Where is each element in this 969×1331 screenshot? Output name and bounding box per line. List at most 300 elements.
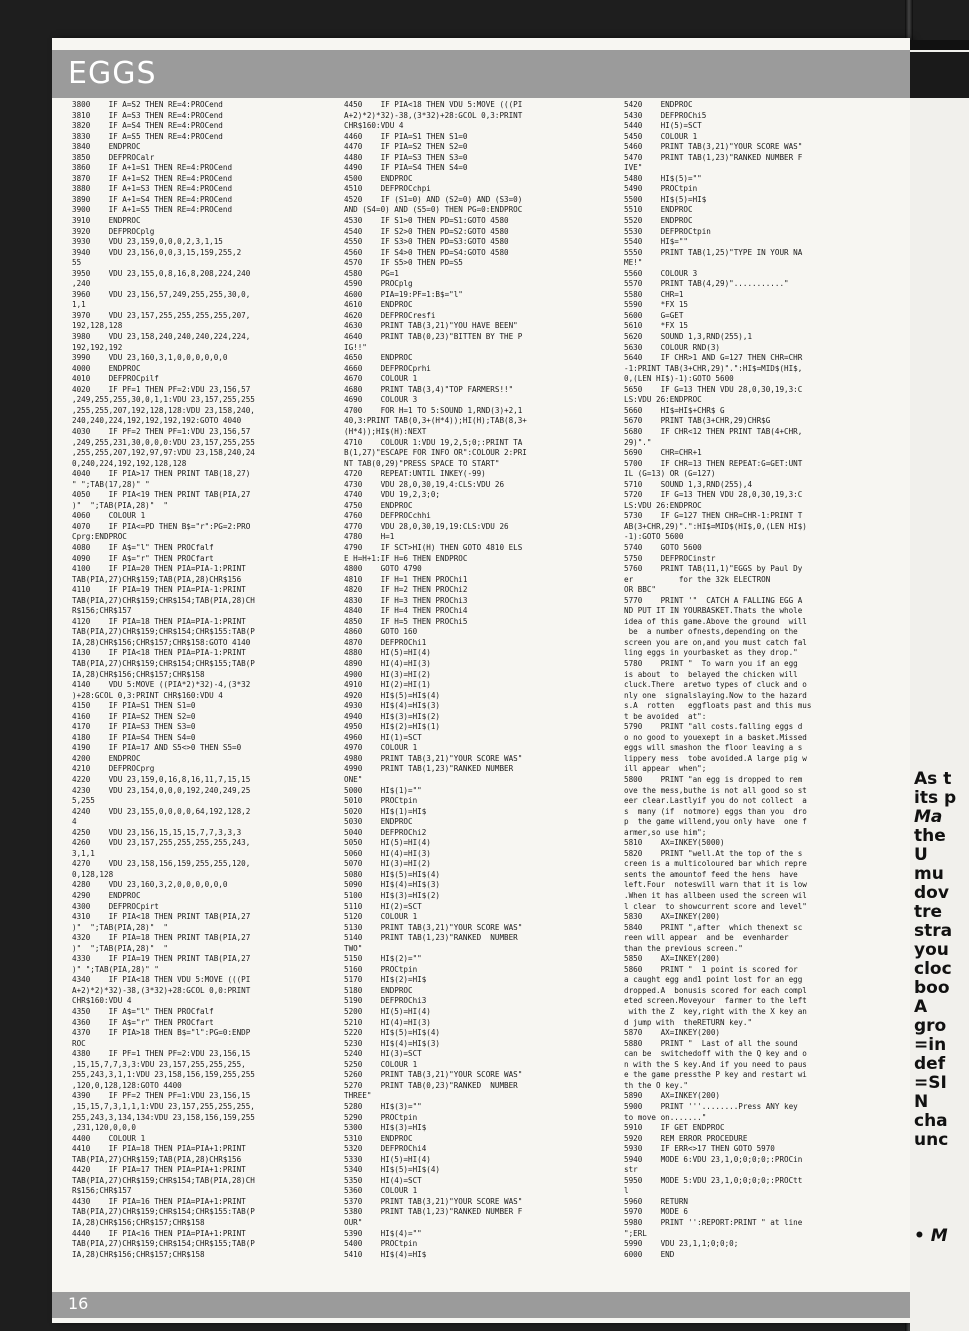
code-line: 4310 IF PIA<18 THEN PRINT TAB(PIA,27: [72, 912, 251, 922]
code-line: 5090 HI$(4)=HI$(3): [344, 880, 441, 890]
code-line: 4520 IF (S1=0) AND (S2=0) AND (S3=0): [344, 194, 523, 204]
code-line: eer clear.Lastlyif you do not collect a: [624, 796, 807, 806]
code-line: 5650 IF G=13 THEN VDU 28,0,30,19,3:C: [624, 384, 803, 394]
code-line: 5320 DEFPROChi4: [344, 1144, 427, 1154]
code-line: than the previous screen.": [624, 943, 743, 953]
code-line: 5660 HI$=HI$+CHR$ G: [624, 405, 725, 415]
adjacent-text-line: U: [914, 845, 928, 865]
code-line: 3920 DEFPROCplg: [72, 226, 155, 236]
code-line: 4780 H=1: [344, 532, 395, 542]
code-line: lippery mess tobe avoided.A large pig w: [624, 753, 807, 763]
code-line: 4280 VDU 23,160,3,2,0,0,0,0,0,0: [72, 880, 228, 890]
code-line: 5460 PRINT TAB(3,21)"YOUR SCORE WAS": [624, 142, 803, 152]
code-line: 5720 IF G=13 THEN VDU 28,0,30,19,3:C: [624, 490, 803, 500]
code-line: 4770 VDU 28,0,30,19,19:CLS:VDU 26: [344, 521, 509, 531]
code-line: 5530 DEFPROCtpin: [624, 226, 711, 236]
code-line: 4530 IF S1>0 THEN PD=S1:GOTO 4580: [344, 216, 509, 226]
code-line: 4060 COLOUR 1: [72, 511, 146, 521]
code-line: 4120 IF PIA=18 THEN PIA=PIA-1:PRINT: [72, 616, 246, 626]
code-line: 4470 IF PIA=S2 THEN S2=0: [344, 142, 468, 152]
code-line: 4630 PRINT TAB(3,21)"YOU HAVE BEEN": [344, 321, 518, 331]
code-line: 4640 PRINT TAB(0,23)"BITTEN BY THE P: [344, 332, 523, 342]
code-line: 4110 IF PIA=19 THEN PIA=PIA-1:PRINT: [72, 585, 246, 595]
code-line: )" ";TAB(PIA,28)" ": [72, 922, 169, 932]
code-line: 5040 DEFPROChi2: [344, 827, 427, 837]
code-line: 4810 IF H=1 THEN PROChi1: [344, 574, 468, 584]
code-line: 4450 IF PIA<18 THEN VDU 5:MOVE (((PI: [344, 100, 523, 109]
code-line: 5950 MODE 5:VDU 23,1,0;0;0;0;:PROCtt: [624, 1175, 803, 1185]
code-line: 5480 HI$(5)="": [624, 173, 702, 183]
code-line: 4140 VDU 5:MOVE ((PIA*2)*32)-4,(3*32: [72, 680, 251, 690]
code-line: 5570 PRINT TAB(4,29)"...........": [624, 279, 789, 289]
code-line: ";ERL: [624, 1228, 647, 1238]
code-line: 5900 PRINT '''........Press ANY key: [624, 1101, 798, 1111]
code-line: 3800 IF A=S2 THEN RE=4:PROCend: [72, 100, 223, 109]
code-line: ,249,255,255,30,0,1,1:VDU 23,157,255,255: [72, 395, 255, 405]
code-line: -1:PRINT TAB(3+CHR,29)".":HI$=MID$(HI$,: [624, 363, 803, 373]
code-line: TAB(PIA,27)CHR$159;CHR$154;CHR$155;TAB(P: [72, 658, 255, 668]
code-line: 5680 IF CHR<12 THEN PRINT TAB(4+CHR,: [624, 426, 803, 436]
code-line: 4390 IF PF=2 THEN PF=1:VDU 23,156,15: [72, 1091, 251, 1101]
code-line: 3950 VDU 23,155,0,8,16,8,208,224,240: [72, 268, 251, 278]
code-line: 240,240,224,192,192,192,192:GOTO 4040: [72, 416, 242, 426]
code-line: 4540 IF S2>0 THEN PD=S2:GOTO 4580: [344, 226, 509, 236]
adjacent-text-line: tre: [914, 902, 943, 922]
code-line: is about to belayed the chicken will: [624, 669, 798, 679]
code-line: 3810 IF A=S3 THEN RE=4:PROCend: [72, 110, 223, 120]
code-line: 4680 PRINT TAB(3,4)"TOP FARMERS!!": [344, 384, 514, 394]
code-line: 5150 HI$(2)="": [344, 954, 422, 964]
code-line: 3990 VDU 23,160,3,1,0,0,0,0,0,0: [72, 353, 228, 363]
code-line: 4600 PIA=19:PF=1:B$="l": [344, 289, 463, 299]
code-line: 5120 COLOUR 1: [344, 912, 418, 922]
code-line: IA,28)CHR$156;CHR$157;CHR$158: [72, 669, 205, 679]
code-line: 4550 IF S3>0 THEN PD=S3:GOTO 4580: [344, 237, 509, 247]
code-line: 5470 PRINT TAB(1,23)"RANKED NUMBER F: [624, 152, 803, 162]
code-line: 4370 IF PIA>18 THEN B$="l":PG=0:ENDP: [72, 1028, 251, 1038]
code-line: NT TAB(0,29)"PRESS SPACE TO START": [344, 458, 500, 468]
code-line: 4300 DEFPROCpirt: [72, 901, 159, 911]
code-line: 3,1,1: [72, 848, 95, 858]
code-line: 4210 DEFPROCprg: [72, 764, 155, 774]
code-line: 29)".": [624, 437, 652, 447]
adjacent-text-line: unc: [914, 1130, 949, 1150]
code-line: 4480 IF PIA=S3 THEN S3=0: [344, 152, 468, 162]
code-line: 0,240,224,192,192,128,128: [72, 458, 187, 468]
code-line: 3870 IF A+1=S2 THEN RE=4:PROCend: [72, 173, 233, 183]
header-bar: [52, 50, 910, 98]
code-line: 4010 DEFPROCpilf: [72, 374, 159, 384]
code-line: 5930 IF ERR<>17 THEN GOTO 5970: [624, 1144, 775, 1154]
code-line: 40,3:PRINT TAB(0,3+(H*4));HI(H);TAB(8,3+: [344, 416, 527, 426]
code-line: TWO": [344, 943, 363, 953]
code-line: 4090 IF A$="r" THEN PROCfart: [72, 553, 214, 563]
code-line: 5990 VDU 23,1,1;0;0;0;: [624, 1239, 739, 1249]
code-line: 5130 PRINT TAB(3,21)"YOUR SCORE WAS": [344, 922, 523, 932]
code-line: IVE": [624, 163, 643, 173]
code-line: 4560 IF S4>0 THEN PD=S4:GOTO 4580: [344, 247, 509, 257]
code-column-3: [624, 100, 896, 1260]
page-title: EGGS: [68, 56, 157, 91]
code-line: 5420 ENDPROC: [624, 100, 693, 109]
code-line: 4420 IF PIA=17 THEN PIA=PIA+1:PRINT: [72, 1165, 246, 1175]
code-line: IA,28)CHR$156;CHR$157;CHR$158: [72, 1249, 205, 1259]
adjacent-text-line: cloc: [914, 959, 952, 979]
code-column-2: [344, 100, 612, 1260]
code-line: 4340 IF PIA<18 THEN VDU 5:MOVE (((PI: [72, 975, 251, 985]
code-line: to move on.......": [624, 1112, 707, 1122]
code-line: cluck.There aretwo types of cluck and o: [624, 680, 807, 690]
adjacent-header-band: [910, 52, 969, 98]
code-line: ME!": [624, 258, 643, 268]
code-line: 5330 HI(5)=HI(4): [344, 1154, 431, 1164]
code-line: 5400 PROCtpin: [344, 1239, 418, 1249]
code-line: TAB(PIA,27)CHR$159;CHR$154;CHR$155:TAB(P: [72, 1207, 255, 1217]
code-line: 5310 ENDPROC: [344, 1133, 413, 1143]
code-line: t be avoided at":: [624, 711, 707, 721]
code-line: 5160 PROCtpin: [344, 964, 418, 974]
code-line: creen is a multicoloured bar which repre: [624, 859, 807, 869]
code-line: 4150 IF PIA=S1 THEN S1=0: [72, 701, 196, 711]
code-line: 4320 IF PIA=18 THEN PRINT TAB(PIA,27: [72, 933, 251, 943]
adjacent-text-line: mu: [914, 864, 944, 884]
code-line: ROC: [72, 1038, 86, 1048]
code-line: screen you are on,and you must catch fal: [624, 637, 807, 647]
adjacent-text-line: dov: [914, 883, 949, 903]
code-line: 5850 AX=INKEY(200): [624, 954, 721, 964]
code-line: 3940 VDU 23,156,0,0,3,15,159,255,2: [72, 247, 242, 257]
code-line: ,231,120,0,0,0: [72, 1123, 137, 1133]
code-line: IA,28)CHR$156;CHR$157;CHR$158:GOTO 4140: [72, 637, 251, 647]
code-line: 5610 *FX 15: [624, 321, 689, 331]
code-line: 5600 G=GET: [624, 310, 684, 320]
code-line: R$156;CHR$157: [72, 1186, 132, 1196]
code-line: e the game pressthe P key and restart wi: [624, 1070, 807, 1080]
code-line: 5780 PRINT " To warn you if an egg: [624, 658, 798, 668]
code-line: can be switchedoff with the Q key and o: [624, 1049, 807, 1059]
code-line: 4850 IF H=5 THEN PROChi5: [344, 616, 468, 626]
magazine-page: [52, 38, 910, 1323]
code-line: nly one signalslaying.Now to the hazard: [624, 690, 807, 700]
code-line: 4840 IF H=4 THEN PROChi4: [344, 606, 468, 616]
code-line: 4510 DEFPROCchpi: [344, 184, 431, 194]
code-line: eggs will smashon the floor leaving a s: [624, 743, 803, 753]
code-line: 5290 PROCtpin: [344, 1112, 418, 1122]
code-line: armer,so use him";: [624, 827, 707, 837]
code-line: 5260 PRINT TAB(3,21)"YOUR SCORE WAS": [344, 1070, 523, 1080]
code-line: 5070 HI(3)=HI(2): [344, 859, 431, 869]
code-line: 4700 FOR H=1 TO 5:SOUND 1,RND(3)+2,1: [344, 405, 523, 415]
code-line: 5010 PROCtpin: [344, 796, 418, 806]
code-line: 4330 IF PIA=19 THEN PRINT TAB(PIA,27: [72, 954, 251, 964]
code-line: 4860 GOTO 160: [344, 627, 418, 637]
code-line: 5820 PRINT "well.At the top of the s: [624, 848, 803, 858]
code-line: THREE": [344, 1091, 372, 1101]
code-line: 4130 IF PIA<18 THEN PIA=PIA-1:PRINT: [72, 648, 246, 658]
code-line: 4660 DEFPROCprhi: [344, 363, 431, 373]
code-line: 5430 DEFPROChi5: [624, 110, 707, 120]
code-line: 4800 GOTO 4790: [344, 564, 422, 574]
code-line: 4200 ENDPROC: [72, 753, 141, 763]
code-line: 5140 PRINT TAB(1,23)"RANKED NUMBER: [344, 933, 518, 943]
page-number: 16: [68, 1294, 89, 1313]
code-line: 5030 ENDPROC: [344, 817, 413, 827]
code-line: " ";TAB(17,28)" ": [72, 479, 150, 489]
adjacent-text-line: the: [914, 826, 946, 846]
code-line: a caught egg and1 point lost for an egg: [624, 975, 803, 985]
code-line: 4440 IF PIA<16 THEN PIA=PIA+1:PRINT: [72, 1228, 246, 1238]
code-line: IG!!": [344, 342, 367, 352]
code-line: 5240 HI(3)=SCT: [344, 1049, 422, 1059]
code-line: LS:VDU 26:ENDPROC: [624, 500, 702, 510]
code-line: s.A rotten eggfloats past and this mus: [624, 701, 812, 711]
code-line: 4040 IF PIA>17 THEN PRINT TAB(18,27): [72, 469, 251, 479]
code-line: Cprg:ENDPROC: [72, 532, 127, 542]
code-line: 5350 HI(4)=SCT: [344, 1175, 422, 1185]
code-line: 3830 IF A=S5 THEN RE=4:PROCend: [72, 131, 223, 141]
code-line: TAB(PIA,27)CHR$159;CHR$154;CHR$155:TAB(P: [72, 627, 255, 637]
code-line: AND (S4=0) AND (S5=0) THEN PG=0:ENDPROC: [344, 205, 523, 215]
code-line: 4930 HI$(4)=HI$(3): [344, 701, 441, 711]
code-line: 4730 VDU 28,0,30,19,4:CLS:VDU 26: [344, 479, 505, 489]
code-line: CHR$160:VDU 4: [344, 121, 404, 131]
adjacent-bullet-text: • M: [914, 1226, 948, 1246]
code-line: ,255,255,207,192,97,97:VDU 23,158,240,24: [72, 448, 255, 458]
code-line: 0,128,128: [72, 869, 114, 879]
code-line: 5700 IF CHR=13 THEN REPEAT:G=GET:UNT: [624, 458, 803, 468]
code-line: 5180 ENDPROC: [344, 985, 413, 995]
code-line: 4240 VDU 23,155,0,0,0,0,64,192,128,2: [72, 806, 251, 816]
code-line: ,240: [72, 279, 91, 289]
code-line: 5750 DEFPROCinstr: [624, 553, 716, 563]
code-line: 5110 HI(2)=SCT: [344, 901, 422, 911]
code-line: be a number ofnests,depending on the: [624, 627, 798, 637]
code-line: ,15,15,7,3,1,1,1:VDU 23,157,255,255,255,: [72, 1101, 255, 1111]
code-line: 5360 COLOUR 1: [344, 1186, 418, 1196]
code-line: th the O key.": [624, 1080, 689, 1090]
code-line: 4790 IF SCT>HI(H) THEN GOTO 4810 ELS: [344, 542, 523, 552]
code-line: (H*4));HI$(H):NEXT: [344, 426, 427, 436]
code-line: 4580 PG=1: [344, 268, 399, 278]
code-line: s many (if notmore) eggs than you dro: [624, 806, 807, 816]
code-line: )" ";TAB(PIA,28)" ": [72, 964, 159, 974]
code-line: AB(3+CHR,29)".":HI$=MID$(HI$,0,(LEN HI$): [624, 521, 807, 531]
code-line: 3890 IF A+1=S4 THEN RE=4:PROCend: [72, 194, 233, 204]
code-line: 4350 IF A$="l" THEN PROCfalf: [72, 1007, 214, 1017]
code-line: TAB(PIA,27)CHR$159;CHR$154;TAB(PIA,28)CH: [72, 1175, 255, 1185]
code-line: 5300 HI$(3)=HI$: [344, 1123, 427, 1133]
code-line: 5220 HI$(5)=HI$(4): [344, 1028, 441, 1038]
code-line: ,249,255,231,30,0,0,0:VDU 23,157,255,255: [72, 437, 255, 447]
code-line: 5860 PRINT " 1 point is scored for: [624, 964, 798, 974]
code-line: 4230 VDU 23,154,0,0,0,192,240,249,25: [72, 785, 251, 795]
code-line: 5190 DEFPROChi3: [344, 996, 427, 1006]
code-line: 4950 HI$(2)=HI$(1): [344, 722, 441, 732]
code-line: 3910 ENDPROC: [72, 216, 141, 226]
code-line: .When it has allbeen used the screen wil: [624, 891, 807, 901]
code-line: 5830 AX=INKEY(200): [624, 912, 721, 922]
code-line: 4740 VDU 19,2,3;0;: [344, 490, 441, 500]
code-line: 4220 VDU 23,159,0,16,8,16,11,7,15,15: [72, 775, 251, 784]
code-line: 4400 COLOUR 1: [72, 1133, 146, 1143]
code-line: B(1,27)"ESCAPE FOR INFO OR":COLOUR 2:PRI: [344, 448, 527, 458]
code-line: 4920 HI$(5)=HI$(4): [344, 690, 441, 700]
code-line: str: [624, 1165, 638, 1175]
code-line: 4290 ENDPROC: [72, 891, 141, 901]
code-line: ling eggs in yourbasket as they drop.": [624, 648, 798, 658]
code-line: OUR": [344, 1217, 363, 1227]
code-line: 5390 HI$(4)="": [344, 1228, 422, 1238]
code-line: 4430 IF PIA=16 THEN PIA=PIA+1:PRINT: [72, 1196, 246, 1206]
code-line: 255,243,3,1,1:VDU 23,158,156,159,255,255: [72, 1070, 255, 1080]
code-line: 5890 AX=INKEY(200): [624, 1091, 721, 1101]
code-line: 5630 COLOUR RND(3): [624, 342, 721, 352]
adjacent-top-strip: [910, 40, 969, 50]
code-line: 1,1: [72, 300, 86, 310]
code-line: 5280 HI$(3)="": [344, 1101, 422, 1111]
code-line: 4610 ENDPROC: [344, 300, 413, 310]
code-line: 4980 PRINT TAB(3,21)"YOUR SCORE WAS": [344, 753, 523, 763]
code-line: reen will appear and be evenharder: [624, 933, 789, 943]
code-line: ND PUT IT IN YOURBASKET.Thats the whole: [624, 606, 803, 616]
code-line: 4650 ENDPROC: [344, 353, 413, 363]
code-line: 5050 HI(5)=HI(4): [344, 838, 431, 848]
code-line: 3970 VDU 23,157,255,255,255,255,207,: [72, 310, 251, 320]
code-line: 4670 COLOUR 1: [344, 374, 418, 384]
adjacent-text-line: stra: [914, 921, 953, 941]
code-line: 4570 IF S5>0 THEN PD=S5: [344, 258, 463, 268]
adjacent-text-line: =SI: [914, 1073, 947, 1093]
code-line: 5730 IF G=127 THEN CHR=CHR-1:PRINT T: [624, 511, 803, 521]
adjacent-page-fragment: [910, 40, 969, 1331]
code-line: 4880 HI(5)=HI(4): [344, 648, 431, 658]
code-line: ,120,0,128,128:GOTO 4400: [72, 1080, 182, 1090]
adjacent-text-line: As t: [914, 769, 952, 789]
code-line: 5100 HI$(3)=HI$(2): [344, 891, 441, 901]
code-line: 55: [72, 258, 82, 268]
code-line: 4590 PROCplg: [344, 279, 413, 289]
code-line: 4900 HI(3)=HI(2): [344, 669, 431, 679]
code-line: 4960 HI(1)=SCT: [344, 732, 422, 742]
code-line: 5920 REM ERROR PROCEDURE: [624, 1133, 748, 1143]
code-line: 4830 IF H=3 THEN PROChi3: [344, 595, 468, 605]
code-line: 4710 COLOUR 1:VDU 19,2,5;0;:PRINT TA: [344, 437, 523, 447]
code-line: 5510 ENDPROC: [624, 205, 693, 215]
code-line: 255,243,3,134,134:VDU 23,158,156,159,255: [72, 1112, 255, 1122]
code-line: 3820 IF A=S4 THEN RE=4:PROCend: [72, 121, 223, 131]
code-column-1: [72, 100, 330, 1260]
code-line: 5250 COLOUR 1: [344, 1059, 418, 1069]
code-line: TAB(PIA,27)CHR$159;CHR$154;TAB(PIA,28)CH: [72, 595, 255, 605]
code-line: 5,255: [72, 796, 95, 806]
code-line: 5060 HI(4)=HI(3): [344, 848, 431, 858]
code-line: A+2)*2)*32)-38,(3*32)+28:GCOL 0,0:PRINT: [72, 985, 251, 995]
code-line: TAB(PIA,27)CHR$159;TAB(PIA,28)CHR$156: [72, 1154, 242, 1164]
code-line: 5690 CHR=CHR+1: [624, 448, 702, 458]
code-line: LS:VDU 26:ENDPROC: [624, 395, 702, 405]
code-line: n with the S key.And if you need to paus: [624, 1059, 807, 1069]
code-line: OR BBC": [624, 585, 657, 595]
code-line: o no good to youexept in a basket.Missed: [624, 732, 807, 742]
code-line: 5270 PRINT TAB(0,23)"RANKED NUMBER: [344, 1080, 518, 1090]
code-line: 4490 IF PIA=S4 THEN S4=0: [344, 163, 468, 173]
code-line: 4250 VDU 23,156,15,15,15,7,7,3,3,3: [72, 827, 242, 837]
code-line: 5540 HI$="": [624, 237, 689, 247]
code-line: 5670 PRINT TAB(3+CHR,29)CHR$G: [624, 416, 771, 426]
code-line: 3860 IF A+1=S1 THEN RE=4:PROCend: [72, 163, 233, 173]
code-line: 4270 VDU 23,158,156,159,255,255,120,: [72, 859, 251, 869]
code-line: 4750 ENDPROC: [344, 500, 413, 510]
code-line: 5370 PRINT TAB(3,21)"YOUR SCORE WAS": [344, 1196, 523, 1206]
code-line: 5550 PRINT TAB(1,25)"TYPE IN YOUR NA: [624, 247, 803, 257]
code-line: 4020 IF PF=1 THEN PF=2:VDU 23,156,57: [72, 384, 251, 394]
adjacent-text-line: its p: [914, 788, 957, 808]
adjacent-page-text: [914, 770, 969, 1150]
code-line: 5520 ENDPROC: [624, 216, 693, 226]
code-line: 5200 HI(5)=HI(4): [344, 1007, 431, 1017]
code-line: 3960 VDU 23,156,57,249,255,255,30,0,: [72, 289, 251, 299]
code-line: 5770 PRINT '" CATCH A FALLING EGG A: [624, 595, 803, 605]
code-line: 4760 DEFPROCchhi: [344, 511, 431, 521]
code-line: 4000 ENDPROC: [72, 363, 141, 373]
code-line: 3980 VDU 23,158,240,240,240,224,224,: [72, 332, 251, 342]
code-line: 5590 *FX 15: [624, 300, 689, 310]
code-line: 5380 PRINT TAB(1,23)"RANKED NUMBER F: [344, 1207, 523, 1217]
code-line: A+2)*2)*32)-38,(3*32)+28:GCOL 0,3:PRINT: [344, 110, 523, 120]
code-line: CHR$160:VDU 4: [72, 996, 132, 1006]
code-line: 3930 VDU 23,159,0,0,0,2,3,1,15: [72, 237, 223, 247]
code-line: 5000 HI$(1)="": [344, 785, 422, 795]
code-line: 0,(LEN HI$)-1):GOTO 5600: [624, 374, 734, 384]
adjacent-text-line: A: [914, 997, 928, 1017]
code-line: 5800 PRINT "an egg is dropped to rem: [624, 775, 803, 784]
code-line: 4070 IF PIA<=PD THEN B$="r":PG=2:PRO: [72, 521, 251, 531]
code-line: 5980 PRINT '':REPORT:PRINT " at line: [624, 1217, 803, 1227]
code-line: 4030 IF PF=2 THEN PF=1:VDU 23,156,57: [72, 426, 251, 436]
code-line: 4970 COLOUR 1: [344, 743, 418, 753]
code-line: 5760 PRINT TAB(11,1)"EGGS by Paul Dy: [624, 564, 803, 574]
code-line: left.Four noteswill warn that it is low: [624, 880, 807, 890]
code-line: 5840 PRINT ",after which thenext sc: [624, 922, 803, 932]
code-line: -1):GOTO 5600: [624, 532, 684, 542]
code-line: 5170 HI$(2)=HI$: [344, 975, 427, 985]
code-line: )+28:GCOL 0,3:PRINT CHR$160:VDU 4: [72, 690, 223, 700]
code-line: 5910 IF GET ENDPROC: [624, 1123, 725, 1133]
code-line: 5560 COLOUR 3: [624, 268, 698, 278]
code-line: 5620 SOUND 1,3,RND(255),1: [624, 332, 753, 342]
code-line: 4160 IF PIA=S2 THEN S2=0: [72, 711, 196, 721]
code-line: 5500 HI$(5)=HI$: [624, 194, 707, 204]
code-line: p the game willend,you only have one f: [624, 817, 807, 827]
adjacent-text-line: Ma: [914, 807, 943, 827]
code-line: 3840 ENDPROC: [72, 142, 141, 152]
adjacent-text-line: cha: [914, 1111, 948, 1131]
code-line: 4260 VDU 23,157,255,255,255,255,243,: [72, 838, 251, 848]
code-line: 5020 HI$(1)=HI$: [344, 806, 427, 816]
code-line: ,255,255,207,192,128,128:VDU 23,158,240,: [72, 405, 255, 415]
code-line: l clear to showcurrent score and level": [624, 901, 807, 911]
code-line: 4100 IF PIA=20 THEN PIA=PIA-1:PRINT: [72, 564, 246, 574]
code-line: 3900 IF A+1=S5 THEN RE=4:PROCend: [72, 205, 233, 215]
code-line: l: [624, 1186, 629, 1196]
code-line: 5810 AX=INKEY(5000): [624, 838, 725, 848]
code-line: ove the mess,buthe is not all good so st: [624, 785, 807, 795]
code-line: 5940 MODE 6:VDU 23,1,0;0;0;0;:PROCin: [624, 1154, 803, 1164]
code-line: with the Z key,right with the X key an: [624, 1007, 807, 1017]
code-line: 5580 CHR=1: [624, 289, 684, 299]
adjacent-text-line: def: [914, 1054, 946, 1074]
code-line: 4910 HI(2)=HI(1): [344, 680, 431, 690]
